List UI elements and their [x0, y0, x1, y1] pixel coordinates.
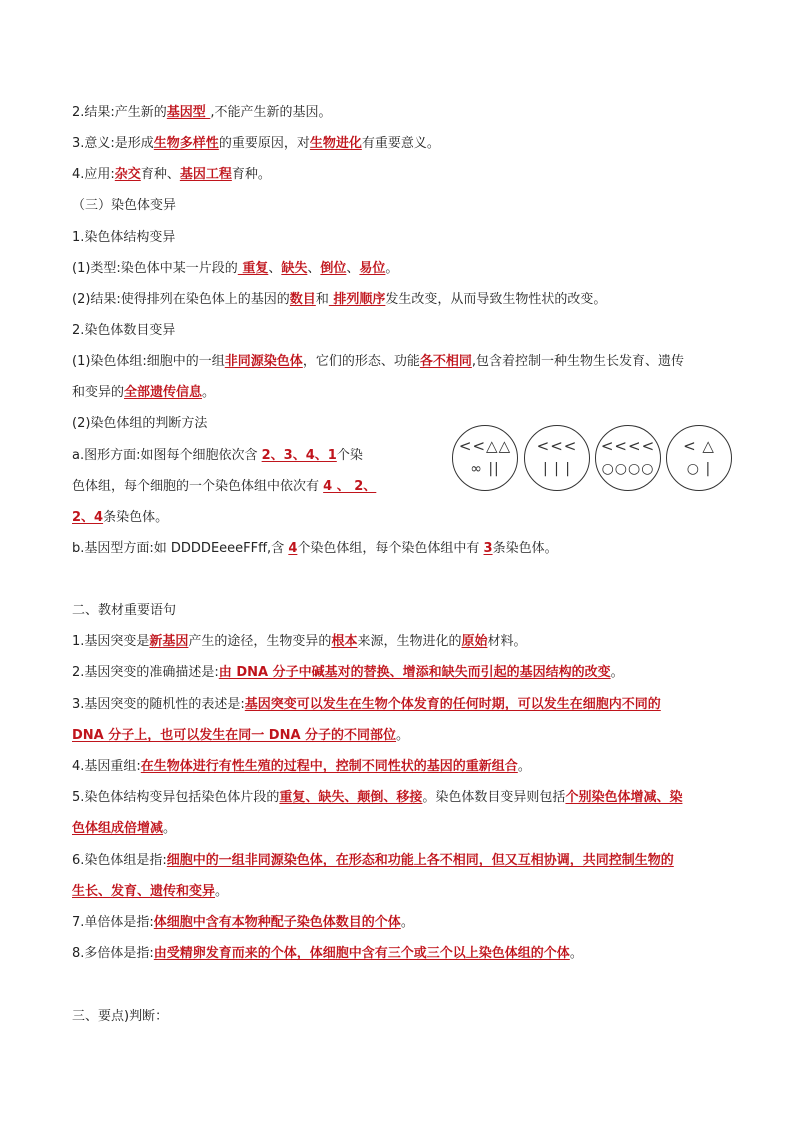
highlighted-answer: 重复、缺失、颠倒、移接: [279, 790, 423, 805]
text-line-3: [72, 165, 271, 185]
highlighted-answer: 在生物体进行有性生殖的过程中，控制不同性状的基因的重新组合: [140, 759, 518, 774]
highlighted-answer: 缺失: [281, 261, 308, 276]
highlighted-answer: 色体组成倍增减: [72, 821, 164, 836]
text-segment: 、: [307, 261, 321, 276]
text-segment: (1)类型:染色体中某一片段的: [72, 261, 238, 276]
text-line-5: [72, 228, 175, 248]
text-segment: 个染: [336, 448, 363, 463]
text-segment: 和: [315, 292, 329, 307]
highlighted-answer: 体细胞中含有本物种配子染色体数目的个体: [153, 915, 401, 930]
highlighted-answer: 杂交: [114, 167, 141, 182]
text-line-11: [72, 414, 207, 434]
text-line-6: [72, 259, 398, 279]
highlighted-answer: 个别染色体增减、染: [565, 790, 683, 805]
cell-4: [666, 425, 732, 491]
text-segment: 8.多倍体是指:: [72, 946, 154, 961]
chromosome-row-bottom: ∞ ||: [470, 461, 500, 477]
text-line-18: [72, 663, 624, 683]
text-segment: 。: [163, 821, 177, 836]
text-segment: 4.应用:: [72, 167, 115, 182]
chromosome-row-top: <<△△: [458, 437, 512, 455]
text-segment: 2.染色体数目变异: [72, 323, 176, 338]
text-line-21: [72, 757, 531, 777]
text-segment: ，它们的形态、功能: [302, 354, 420, 369]
text-segment: 材料。: [487, 634, 527, 649]
text-segment: 三、要点)判断：: [72, 1009, 169, 1024]
text-segment: 色体组，每个细胞的一个染色体组中依次有: [72, 479, 324, 494]
text-segment: 6.染色体组是指:: [72, 853, 167, 868]
highlighted-answer: 2、3、4、1: [261, 448, 337, 463]
highlighted-answer: 根本: [331, 634, 358, 649]
text-line-14: [72, 508, 168, 528]
text-segment: 。: [396, 728, 410, 743]
text-segment: 。染色体数目变异则包括: [422, 790, 566, 805]
text-line-9: [72, 352, 684, 372]
highlighted-answer: 生物进化: [309, 136, 362, 151]
text-segment: 。: [517, 759, 531, 774]
highlighted-answer: 重复: [237, 261, 269, 276]
highlighted-answer: 生物多样性: [153, 136, 219, 151]
highlighted-answer: 4 、 2、: [323, 479, 377, 494]
text-line-10: [72, 383, 215, 403]
highlighted-answer: 基因型: [166, 105, 211, 120]
text-segment: (2)染色体组的判断方法: [72, 416, 208, 431]
text-segment: 5.染色体结构变异包括染色体片段的: [72, 790, 280, 805]
highlighted-answer: DNA 分子上，也可以发生在同一 DNA 分子的不同部位: [72, 728, 397, 743]
text-line-2: [72, 134, 440, 154]
text-line-24: [72, 851, 674, 871]
chromosome-row-top: < △: [683, 437, 715, 455]
text-segment: (1)染色体组:细胞中的一组: [72, 354, 225, 369]
text-line-25: [72, 882, 228, 902]
chromosome-row-top: <<<: [536, 437, 578, 455]
text-segment: 发生改变，从而导致生物性状的改变。: [385, 292, 607, 307]
text-segment: 个染色体组，每个染色体组中有: [297, 541, 484, 556]
text-segment: 的重要原因，对: [218, 136, 310, 151]
text-line-1: [72, 103, 331, 123]
text-line-15: [72, 539, 558, 559]
text-line-13: [72, 477, 376, 497]
highlighted-answer: 原始: [461, 634, 488, 649]
text-line-7: [72, 290, 606, 310]
chromosome-row-top: <<<<: [600, 437, 656, 455]
text-segment: 2.基因突变的准确描述是:: [72, 665, 219, 680]
text-segment: 。: [610, 665, 624, 680]
highlighted-answer: 3: [483, 541, 493, 556]
text-segment: ,不能产生新的基因。: [210, 105, 332, 120]
highlighted-answer: 全部遗传信息: [124, 385, 203, 400]
highlighted-answer: 4: [288, 541, 298, 556]
highlighted-answer: 排列顺序: [328, 292, 386, 307]
text-line-22: [72, 788, 682, 808]
text-segment: 来源，生物进化的: [357, 634, 462, 649]
text-segment: 、: [346, 261, 360, 276]
text-segment: 2.结果:产生新的: [72, 105, 167, 120]
highlighted-answer: 生长、发育、遗传和变异: [72, 884, 216, 899]
highlighted-answer: 易位: [359, 261, 386, 276]
text-segment: 4.基因重组:: [72, 759, 141, 774]
text-line-17: [72, 632, 527, 652]
text-segment: 。: [202, 385, 216, 400]
cell-1: [452, 425, 518, 491]
text-segment: (2)结果:使得排列在染色体上的基因的: [72, 292, 290, 307]
highlighted-answer: 细胞中的一组非同源染色体，在形态和功能上各不相同，但又互相协调，共同控制生物的: [166, 853, 674, 868]
cell-3: [595, 425, 661, 491]
text-segment: a.图形方面:如图每个细胞依次含: [72, 448, 262, 463]
text-segment: 。: [385, 261, 399, 276]
highlighted-answer: 新基因: [149, 634, 189, 649]
highlighted-answer: 由 DNA 分子中碱基对的替换、增添和缺失而引起的基因结构的改变: [218, 665, 611, 680]
text-segment: 。: [400, 915, 414, 930]
chromosome-row-bottom: ○ |: [686, 461, 712, 477]
text-segment: 育种。: [231, 167, 271, 182]
text-line-12: [72, 446, 363, 466]
text-line-16: [72, 601, 176, 621]
text-segment: 育种、: [140, 167, 180, 182]
text-segment: 3.意义:是形成: [72, 136, 154, 151]
text-segment: b.基因型方面:如 DDDDEeeeFFff,含: [72, 541, 289, 556]
chromosome-set-figure: [452, 425, 732, 495]
text-segment: 、: [268, 261, 282, 276]
text-line-8: [72, 321, 175, 341]
text-segment: 。: [569, 946, 583, 961]
chromosome-row-bottom: ○○○○: [601, 461, 655, 477]
text-line-4: [72, 196, 176, 216]
text-line-23: [72, 819, 176, 839]
text-line-27: [72, 944, 583, 964]
text-segment: 1.基因突变是: [72, 634, 150, 649]
highlighted-answer: 倒位: [320, 261, 347, 276]
text-line-28: [72, 1007, 168, 1027]
highlighted-answer: 数目: [289, 292, 316, 307]
highlighted-answer: 基因突变可以发生在生物个体发育的任何时期，可以发生在细胞内不同的: [244, 697, 661, 712]
text-segment: 。: [215, 884, 229, 899]
text-line-19: [72, 695, 661, 715]
highlighted-answer: 由受精卵发育而来的个体，体细胞中含有三个或三个以上染色体组的个体: [153, 946, 570, 961]
highlighted-answer: 2、4: [72, 510, 104, 525]
text-segment: 3.基因突变的随机性的表述是:: [72, 697, 245, 712]
text-segment: 有重要意义。: [361, 136, 440, 151]
highlighted-answer: 各不相同: [419, 354, 472, 369]
text-segment: 和变异的: [72, 385, 125, 400]
text-segment: 条染色体。: [492, 541, 558, 556]
text-segment: ,包含着控制一种生物生长发育、遗传: [471, 354, 684, 369]
text-segment: 二、教材重要语句: [72, 603, 177, 618]
chromosome-row-bottom: | | |: [542, 461, 572, 477]
text-segment: 7.单倍体是指:: [72, 915, 154, 930]
text-segment: 产生的途径，生物变异的: [188, 634, 332, 649]
text-line-26: [72, 913, 414, 933]
highlighted-answer: 基因工程: [179, 167, 232, 182]
text-line-20: [72, 726, 409, 746]
cell-2: [524, 425, 590, 491]
text-segment: 1.染色体结构变异: [72, 230, 176, 245]
text-segment: 条染色体。: [103, 510, 169, 525]
highlighted-answer: 非同源染色体: [224, 354, 303, 369]
text-segment: （三）染色体变异: [72, 198, 177, 213]
